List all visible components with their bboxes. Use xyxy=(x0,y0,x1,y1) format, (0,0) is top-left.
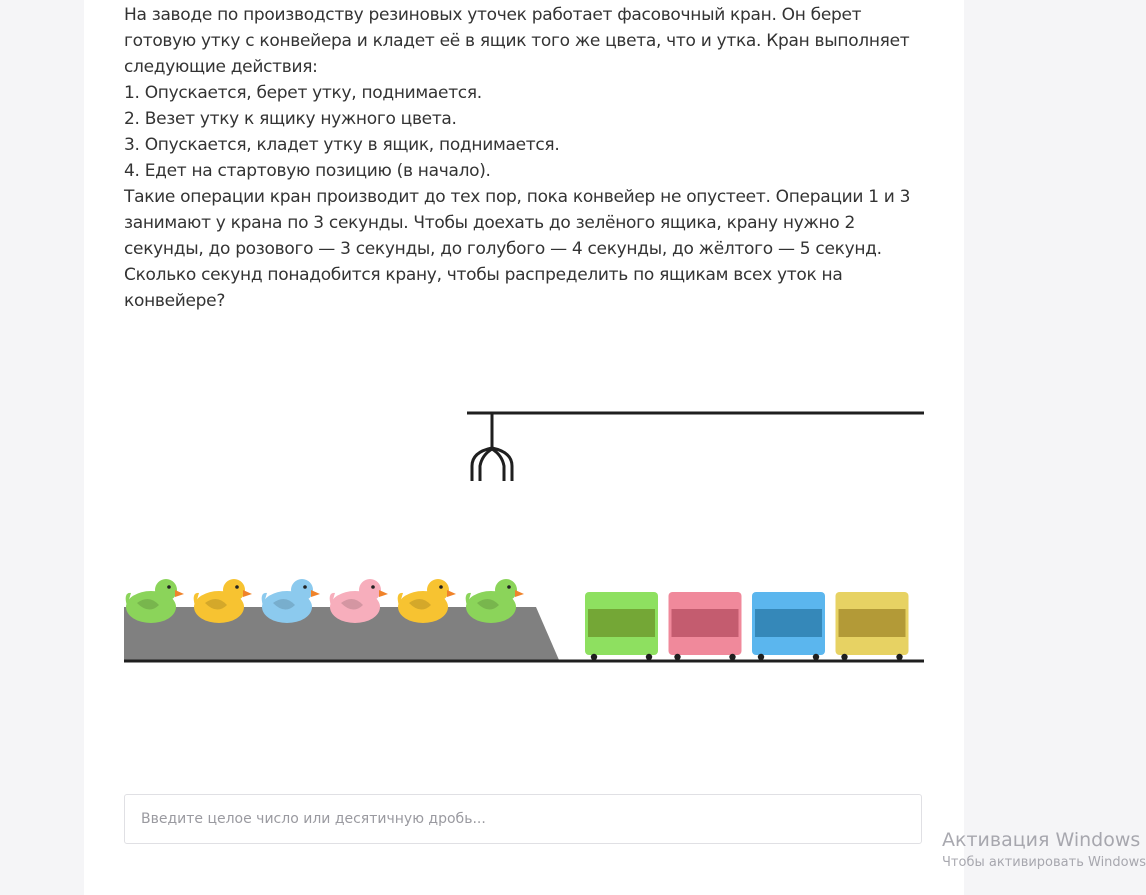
answer-input[interactable] xyxy=(125,795,921,843)
problem-step-4: 4. Едет на стартовую позицию (в начало). xyxy=(124,161,491,181)
problem-step-3: 3. Опускается, кладет утку в ящик, поднимается. xyxy=(124,135,560,155)
windows-activation-watermark xyxy=(942,828,1146,872)
watermark-title: Активация Windows xyxy=(942,829,1141,851)
watermark-subtitle: Чтобы активировать Windows xyxy=(942,855,1146,870)
problem-intro: На заводе по производству резиновых уточек работает фасовочный кран. Он берет готовую утку с конвейера и кладет её в ящик того же цвета, что и утка. Кран выполняет следующие действия: xyxy=(124,5,910,77)
problem-step-1: 1. Опускается, берет утку, поднимается. xyxy=(124,83,482,103)
answer-field[interactable] xyxy=(124,794,922,844)
problem-step-2: 2. Везет утку к ящику нужного цвета. xyxy=(124,109,457,129)
problem-text xyxy=(124,2,924,314)
problem-question: Такие операции кран производит до тех пор, пока конвейер не опустеет. Операции 1 и 3 занимают у крана по 3 секунды. Чтобы доехать до зелёного ящика, крану нужно 2 секунды, до розового — 3 секунды, до голубого — 4 секунды, до жёлтого — 5 секунд. Сколько секунд понадобится крану, чтобы распределить по ящикам всех уток на конвейере? xyxy=(124,187,911,311)
